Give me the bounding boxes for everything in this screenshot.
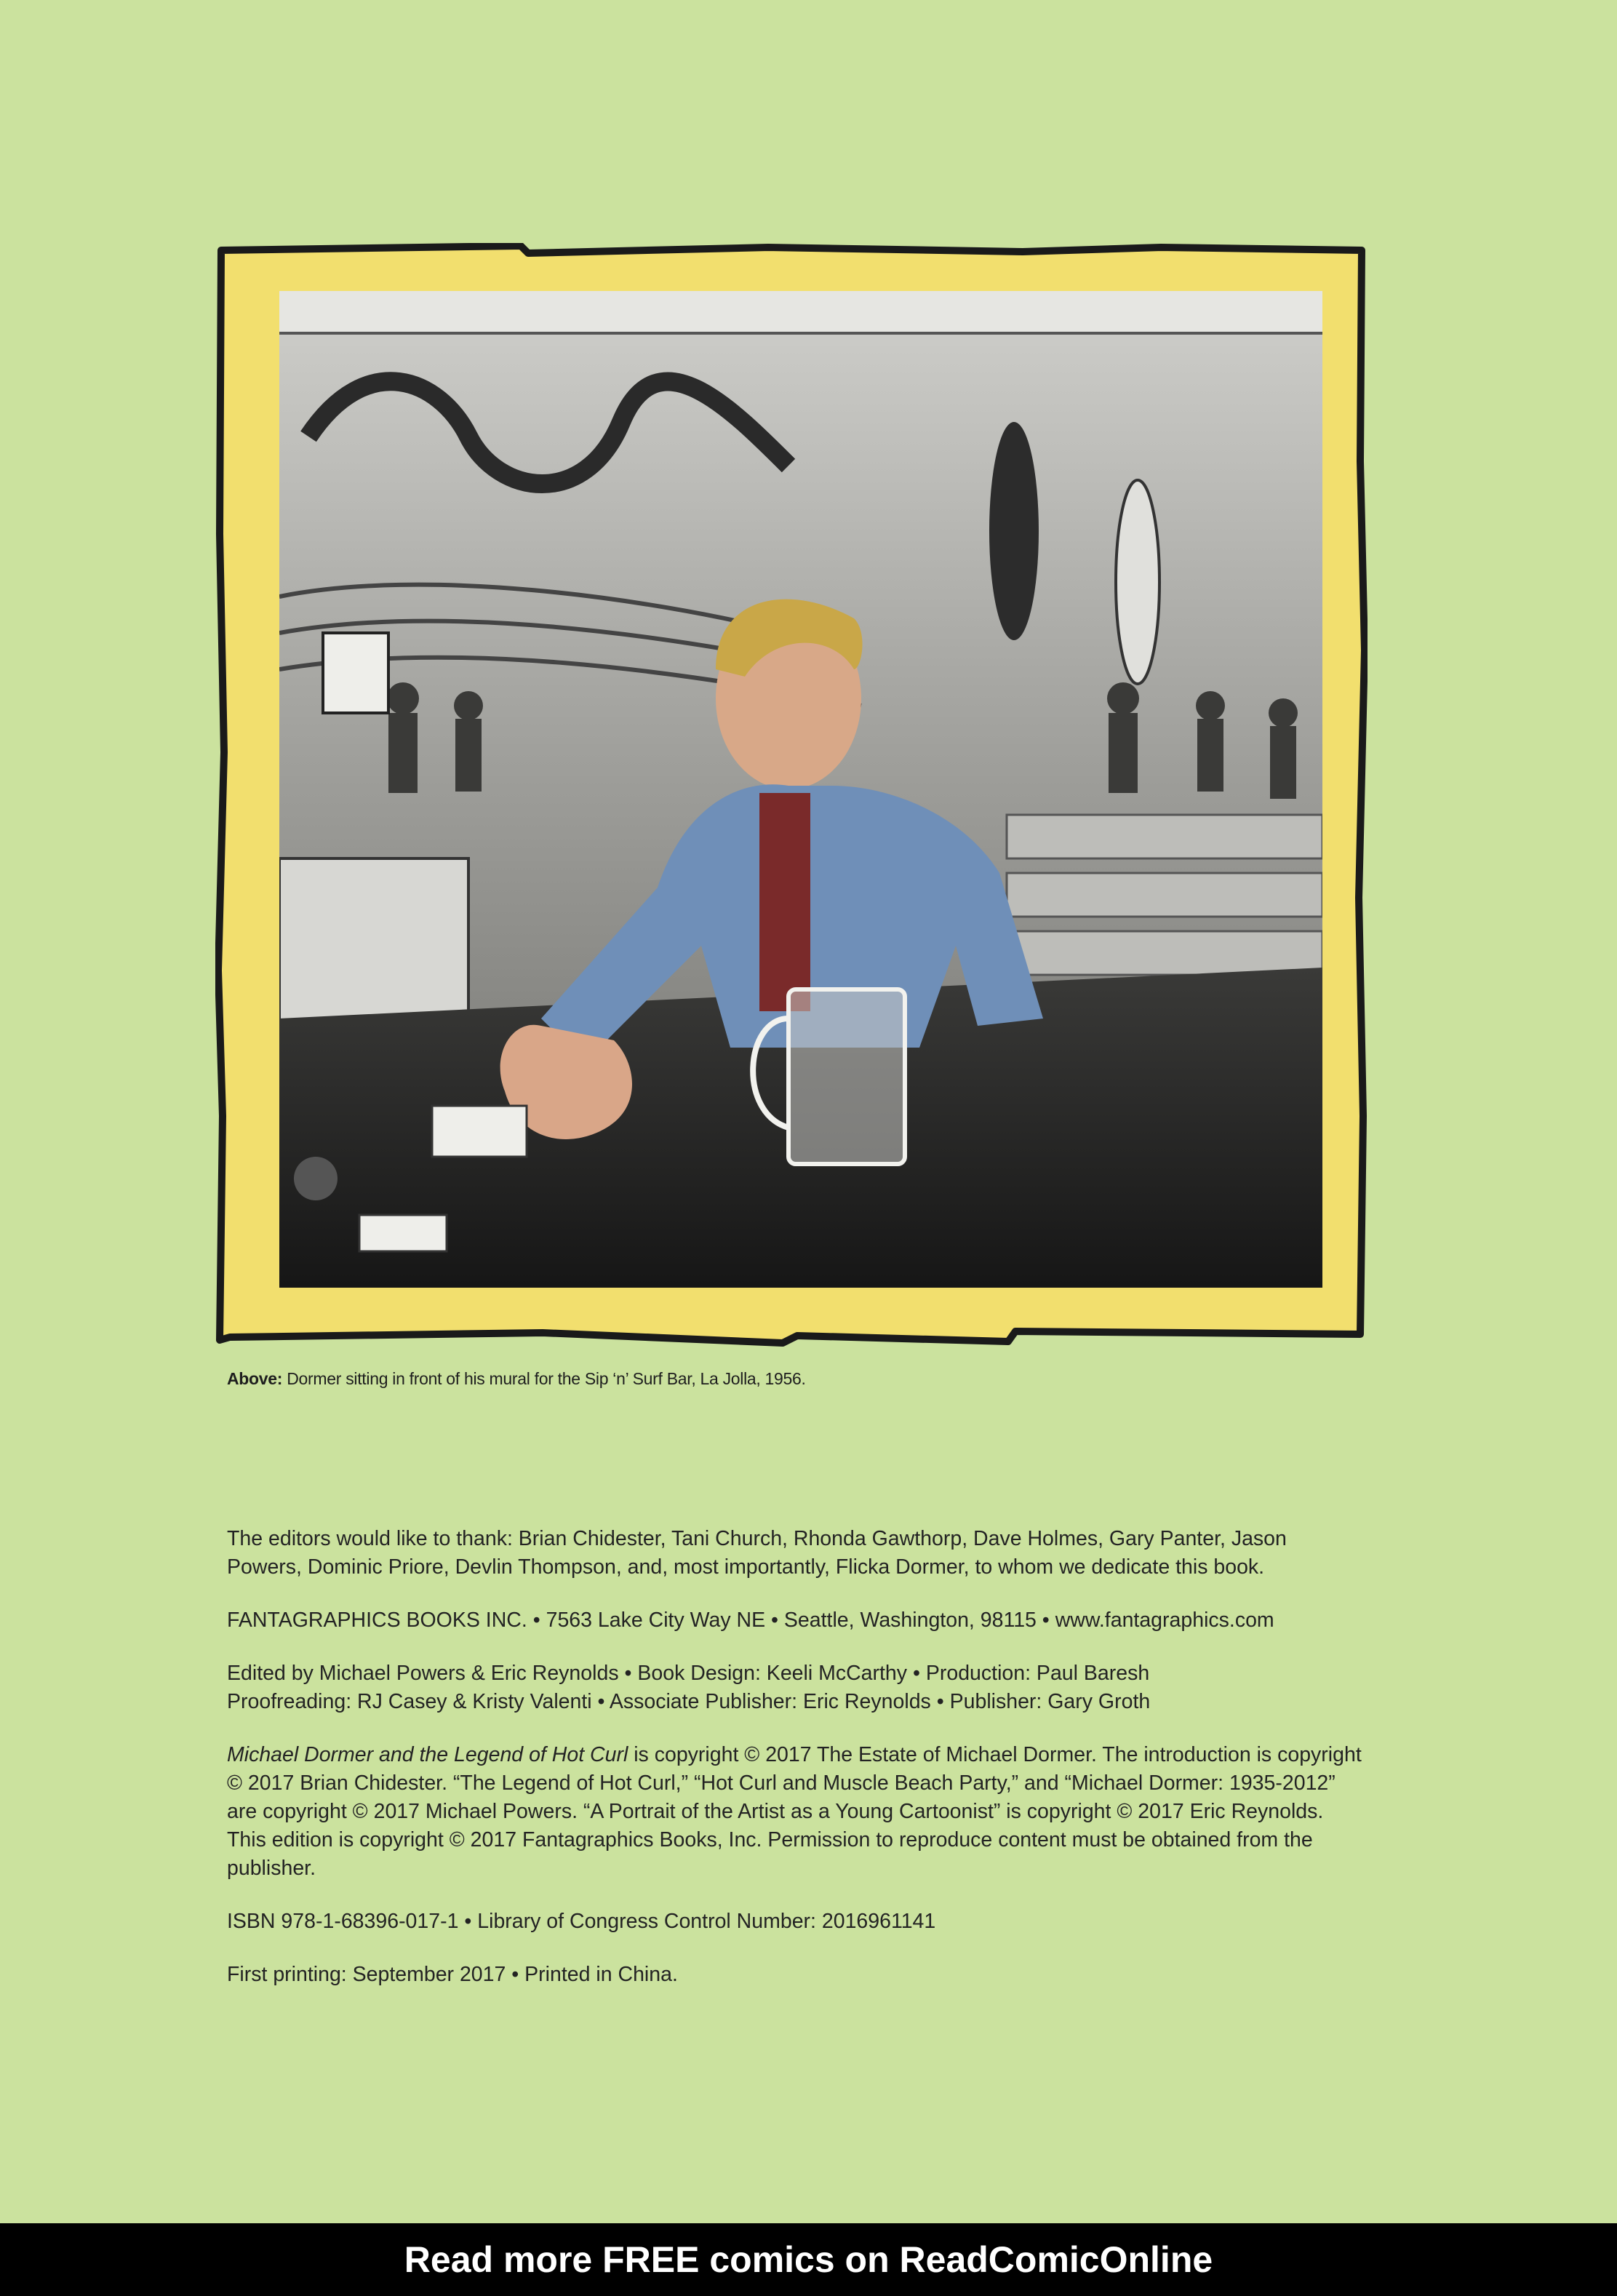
photograph-icon	[279, 291, 1322, 1288]
credits-block	[227, 1525, 1362, 2014]
dormer-photograph	[279, 291, 1322, 1288]
copyright-notice	[227, 1741, 1362, 1883]
staff-line-1: Edited by Michael Powers & Eric Reynolds • Book Design: Keeli McCarthy • Production: Paul Baresh	[227, 1662, 1150, 1685]
staff-line-2: Proofreading: RJ Casey & Kristy Valenti • Associate Publisher: Eric Reynolds • Publisher: Gary Groth	[227, 1690, 1151, 1713]
copyright-text: is copyright © 2017 The Estate of Michael Dormer. The introduction is copyright © 2017 Brian Chidester. “The Legend of Hot Curl,” “Hot Curl and Muscle Beach Party,” and “Michael Dormer: 1935-2012” are copyright © 2017 Michael Powers. “A Portrait of the Artist as a Young Cartoonist” is copyright © 2017 Eric Reynolds. This edition is copyright © 2017 Fantagraphics Books, Inc. Permission to reproduce content must be obtained from the publisher.	[227, 1743, 1362, 1880]
caption-label: Above:	[227, 1369, 283, 1388]
publisher-address: FANTAGRAPHICS BOOKS INC. • 7563 Lake City Way NE • Seattle, Washington, 98115 • www.fantagraphics.com	[227, 1609, 1274, 1632]
acknowledgements: The editors would like to thank: Brian Chidester, Tani Church, Rhonda Gawthorp, Dave Holmes, Gary Panter, Jason Powers, Dominic Priore, Devlin Thompson, and, most importantly, Flicka Dormer, to whom we dedicate this book.	[227, 1527, 1287, 1579]
isbn-line: ISBN 978-1-68396-017-1 • Library of Congress Control Number: 2016961141	[227, 1910, 936, 1933]
photo-caption	[227, 1369, 806, 1389]
printing-line: First printing: September 2017 • Printed in China.	[227, 1963, 678, 1986]
photo-frame	[215, 243, 1368, 1347]
staff-credits	[227, 1659, 1362, 1716]
book-title: Michael Dormer and the Legend of Hot Curl	[227, 1743, 628, 1766]
promo-banner[interactable]: Read more FREE comics on ReadComicOnline	[0, 2223, 1617, 2296]
caption-text: Dormer sitting in front of his mural for the Sip ‘n’ Surf Bar, La Jolla, 1956.	[282, 1369, 806, 1388]
